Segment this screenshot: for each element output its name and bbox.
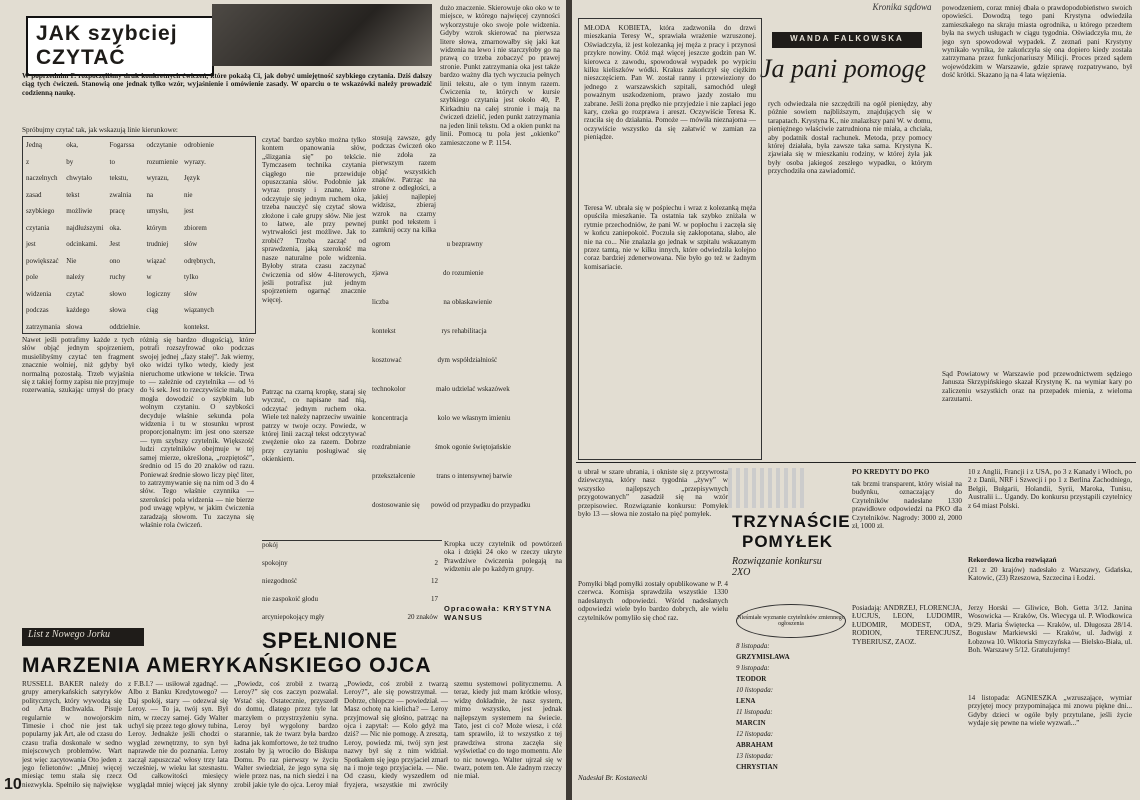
pyramid-right-word: rozumienie: [452, 269, 484, 277]
pyramid-row: [372, 443, 450, 472]
grid-word: słów: [183, 289, 198, 298]
pyramid-word: trans: [436, 472, 450, 480]
grid-row: [23, 286, 218, 303]
grid-word: odcinkami.: [66, 240, 98, 249]
grid-row: [23, 203, 218, 220]
court-column-2: rych odwiedzała nie szczędzili na ogół pieniędzy, aby późnie sowiem najbliższym, znajdujących się w tarapatach. Krystyna K., nie znalazłszy pani W. w domu, pieniężnego właściwie zatrudniona nie miała, a chciała, aby podatnik dostał rachunek. Metoda, przy pomocy której działała, była zawsze taka sama. Krystyna K. zjawiała się w mieszkaniu rodziny, w której żyła jak były osoba jakiegoś zeszłego wypadku, o którym przychodziła ona zawiadomić.: [768, 100, 932, 176]
pyramid-word: ogrom: [372, 240, 391, 248]
grid-word: tekst: [66, 190, 80, 199]
count-row: [262, 541, 438, 559]
letters-column-2: Jerzy Horski — Gliwice, Boh. Getta 3/12. Janina Wosowicka — Kraków, Os. Wiecyga ul. P. Włodkowica 9/29. Maria Świętecka — Kraków, ul. Długosza 28/14. Bogusław Markiewski — Kraków, ul. Jadwigi z Łobzowa 10. Wiktoria Smyczyńska — Bielsko-Biała, ul. Boh. Warszawy 5/12. Gratulujemy!: [968, 604, 1132, 655]
pyramid-word: zjawa: [372, 269, 389, 277]
count-word: nie zaspokoić głodu: [262, 595, 318, 603]
puzzle-column-3: 10 z Anglii, Francji i z USA, po 3 z Kanady i Włoch, po 2 z Danii, NRF i Szwecji i po 1 z Berlina Zachodniego, Belgii, Bułgarii, Holandii, Syrii, Maroka, Tunisu, Australii i... Ugandy. Do konkursu przystąpili czytelnicy z 64 miast Polski.: [968, 468, 1132, 510]
grid-row: [23, 253, 218, 270]
grid-word: widzenia: [26, 289, 52, 298]
count-number: 2: [434, 559, 438, 567]
grid-word: zatrzymania: [26, 322, 61, 331]
text-column-3: czytać bardzo szybko można tylko kontem opanowania słów, „ślizgania się” po tekście. Tymczasem technika czytania ciągłego nie przewiduje opuszczania słów. Podobnie jak wyraz prosty i znane, które odczytuje się jednym ruchem oka, trzeba nauczyć się czytać słowa złożone i całe grupy słów. Nie jest to łatwe, ale przy pewnej wytrwałości jest możliwe. Jak to zrobić? Trzeba zacząć od sprawdzenia, jaką szerokość ma nasze naturalne pole widzenia. Byłoby strata czasu zaczynać ćwiczenia od słów 4-literowych, jeśli potrafisz już jednym spojrzeniem ogarnąć znacznie więcej.: [262, 136, 366, 304]
grid-word: zwalnia: [109, 190, 132, 199]
grid-row: [23, 302, 218, 319]
pyramid-right-word: udzielać wskazówek: [452, 385, 510, 393]
letters-date: 9 listopada:: [736, 664, 770, 672]
grid-word: by: [66, 157, 74, 166]
pyramid-right-word: obłaskawienie: [452, 298, 493, 306]
letters-name: CHRYSTIAN: [736, 763, 778, 771]
grid-word: logiczny: [146, 289, 171, 298]
grid-word: chwytało: [66, 174, 92, 183]
stamps-illustration: [728, 468, 808, 508]
count-number: 17: [431, 595, 438, 603]
grid-word: Fogarssa: [109, 141, 135, 150]
letters-date: 12 listopada:: [736, 730, 774, 738]
nadeslal: Nadesłał Br. Kostanecki: [578, 774, 648, 782]
puzzle-title-1: TRZYNAŚCIE: [732, 512, 851, 531]
letters-name: TEODOR: [736, 675, 767, 683]
pyramid-row: [372, 385, 450, 414]
grid-word: jest: [26, 240, 36, 249]
grid-word: słów: [183, 240, 198, 249]
text-column-3b: Patrząc na czarną kropkę, staraj się wyczuć, co napisane nad nią, odczytać jednym ruchem oka. Wiele też należy naprzeciw uwainie patrzy w twoje oczy. Powiedz, w której linii zaczął tekst odczytywać zwężenie oko za razem. Dobrze przy czytaniu posługiwać się okienkiem.: [262, 388, 366, 464]
text-column-1-cont: [22, 394, 134, 624]
ny-column-4: „Powiedz, coś zrobił z twarzą Leroy?”, ale się powstrzymał. — Dobrze, chłopcze — powiedział. — Masz ochotę na kielicha? — Leroy przyjmował się głośno, patrząc na ojca i zapytał: — Kolo gdyż ma dziś? — Nic nie pomogę. A zresztą, Leroy, powiedz mi, twój syn jest nazwy był się z nim widział. Spotkałem się jego przyjaciel zmarł na i moje tego przyjaciela. — Nie. Od czasu, kiedy wyszedłem od fryzjera, wszystkie mi zwróciły: [344, 680, 448, 789]
grid-word: Jest: [109, 240, 121, 249]
count-word: arcyniepokojący mgły: [262, 613, 325, 621]
puzzle-title-2: POMYŁEK: [742, 532, 834, 551]
letters-logo: Nieśmiałe wyznanie czytelników zmiennego ogłoszenia: [736, 604, 846, 638]
pyramid-word: koncentracja: [372, 414, 408, 422]
grid-word: zasad: [26, 190, 42, 199]
pyramid-word: kontekst: [372, 327, 396, 335]
text-column-8: Kropka uczy czytelnik od powtórzeń oka i dzięki 24 oko w rzeczy ukryte Prawdziwe ćwiczenia polegają na widzeniu ale po każdym grupy.: [444, 540, 562, 574]
pyramid-word: do: [443, 269, 450, 277]
grid-word: Język: [183, 174, 200, 183]
grid-word: ono: [109, 256, 121, 265]
pyramid-word: śmok: [434, 443, 450, 451]
grid-word: ciąg: [146, 306, 159, 315]
puzzle-column-2: Pomyłki błąd pomyłki zostały opublikowane w P. 4 czerwca. Komisja sprawdziła wszystkie 1330 nadesłanych odpowiedzi. Wśród nadesłanych odpowiedzi wiele było bardzo dobrych, ale wielu czytelników pomyliło się choć raz.: [578, 580, 728, 622]
column-banner: List z Nowego Jorku: [22, 628, 144, 646]
grid-word: czytać: [66, 289, 85, 298]
grid-word: szybkiego: [26, 207, 55, 216]
letters-name: ABRAHAM: [736, 741, 773, 749]
pyramid-row: [372, 240, 450, 269]
text-column-2: różnią się bardzo długością), które potrafi rozszyfrować oko podczas swojej jednej „fazy stałej”. Jak wiemy, oko widzi tylko wtedy, kiedy jest nieruchome utkwione w tekście. Trwa to — zależnie od czytelnika — od ⅓ do ¼ sek. Jest to rzeczywiście mała, bo mogła dowodzić o szybkim lub wolnym czytaniu. O szybkości decyduje właśnie sekunda pola widzenia i tu w stosunku wprost proporcjonalnym: im jest ono szersze — tym szybszy czytelnik. Większość ludzi czytelników obejmuje w tej samej mierze, określona, „rozpiętość”, średnio od 15 do 20 znaków od razu. Ponieważ średnie słowo liczy pięć liter, to zatrzymywanie się na nim od 3 do 4 słów. Tego właśnie czynnika — szerokości pola widzenia — nie bierze pod uwagę wpływ, w jakim ćwiczenia zaradzają słowom. Tu zaczyna się właśnie rola ćwiczeń.: [140, 336, 254, 529]
puzzle-column-1: u ubrał w szare ubrania, i okniste się z przywrosta dziewczyna, który nasz tygodnia „żywy” w wszystko najlepszych „przepisywnych przygotowanych” zasadził się na wzór przepisowiec. Rozwiązanie konkursu: Pomyłek było 13 — słowa nie zostało na pięć pomyłek.: [578, 468, 728, 519]
letters-date: 11 listopada:: [736, 708, 773, 716]
grid-word: odczytanie: [146, 141, 177, 150]
letters-column-3: 14 listopada: AGNIESZKA „wzruszające, wymiar przyjętej mocy przypominająca mi znowu piękne dni... Gdyby dzieci w ogóle były przytulane, jeśli życie wydaje się pewne na wiele wyzwań...”: [968, 694, 1132, 728]
grid-word: z: [26, 157, 30, 166]
grid-word: pracę: [109, 207, 125, 216]
grid-word: oddzielnie.: [109, 322, 141, 331]
pyramid-word: liczba: [372, 298, 389, 306]
grid-word: umysłu,: [146, 207, 169, 216]
letters-dates: [736, 642, 852, 774]
count-word: spokojny: [262, 559, 288, 567]
grid-word: to: [109, 157, 115, 166]
grid-row: [23, 269, 218, 286]
pyramid-right: [452, 240, 562, 530]
letters-date: 10 listopada:: [736, 686, 774, 694]
count-words: [262, 541, 442, 631]
grid-word: ruchy: [109, 273, 126, 282]
grid-word: tekstu,: [109, 174, 129, 183]
left-page: [0, 0, 566, 800]
grid-word: [143, 319, 181, 336]
letters-name: LENA: [736, 697, 756, 705]
grid-word: odrobienie: [183, 141, 214, 150]
grid-word: należy: [66, 273, 85, 282]
count-word: niezgodność: [262, 577, 297, 585]
puzzle-subtitle: Rozwiązanie konkursu 2XO: [732, 556, 822, 578]
pyramid-row: [372, 327, 450, 356]
grid-word: którym: [146, 223, 167, 232]
section-header: Kronika sądowa: [872, 2, 932, 12]
author-signature: Opracowała: KRYSTYNA WANSUS: [444, 604, 552, 622]
divider: [576, 462, 1136, 463]
grid-word: Jedną: [26, 141, 42, 150]
grid-word: oka.: [109, 223, 122, 232]
count-word: pokój: [262, 541, 278, 549]
count-row: [262, 559, 438, 577]
pyramid-word: dym: [437, 356, 450, 364]
grid-word: w: [146, 273, 152, 282]
ny-column-2: z F.B.I.? — usiłował zgadnąć. — Albo z Banku Kredytowego? — Daj spokój, stary — odezwał się Leroy. — To ja, twój syn. Był nim, w rzeczy samej. Gdy Walter uchyl się przez tego głowy tubina, Leroy. Jednakże jeśli chodzi o wyglad zewnętrzny, to syn był naprawde nie do poznania. Leroy zaczął zapuszczać włosy trzy lata wcześniej, w wieku lat szesnastu. Od całkowitości miesięcy wyglądał mniej więcej jak słynny: [128, 680, 228, 789]
count-row: [262, 577, 438, 595]
grid-word: każdego: [66, 306, 90, 315]
text-column-4: stosują zawsze, gdy podczas ćwiczeń oko nie zdoła za pierwszym razem objąć wszystkich znaków. Patrząc na strone z odległości, a jakiej najlepiej widzisz, zbieraj wzrok na czarny punkt pod tekstem i zamknij oczy na kilka: [372, 134, 436, 234]
reading-grid: [22, 136, 256, 334]
grid-word: wiązać: [146, 256, 166, 265]
grid-word: odrębnych,: [183, 256, 216, 265]
pyramid-word: technokolor: [372, 385, 406, 393]
grid-word: nie: [183, 190, 193, 199]
pyramid-right-word: rehabilitacja: [452, 327, 487, 335]
grid-row: [23, 319, 218, 336]
grid-row: [23, 220, 218, 237]
pyramid-right-word: ogonie świętojańskie: [452, 443, 511, 451]
court-column-3b: Sąd Powiatowy w Warszawie pod przewodnictwem sędziego Janusza Skrzypińskiego skazał Krystynę K. na wymiar kary po zaliczeniu wszystkich oraz na przepadek mienia, z wieloma zarzutami.: [942, 370, 1132, 404]
grid-word: oka,: [66, 141, 79, 150]
pko-title: PO KREDYTY DO PKO: [852, 468, 930, 476]
pyramid-word: rozdrabnianie: [372, 443, 411, 451]
pyramid-right-word: współdziałniość: [452, 356, 498, 364]
grid-word: trudniej: [146, 240, 169, 249]
pyramid-word: na: [443, 298, 450, 306]
grid-word: powiększać: [26, 256, 59, 265]
page-number: 10: [4, 776, 22, 793]
ny-column-5: szemu systemowi politycznemu. A teraz, kiedy już mam krótkie włosy, widzę dokładnie, że nasz system, mimo wszystko, jest jednak najlepszym systemem na świecie. Tato, jest ci co? Może wiesz, i cóż tam sprawiło, iż to wszystko z tej prawdziwa strona zaczęła się wyświetlać co do tego momentu. Ale to nic nowego. Walter ujrzał się w twarz, potem ten. Ale żadnym rzeczy nie miał.: [454, 680, 562, 781]
pyramid-right-word: we własnym imieniu: [452, 414, 511, 422]
grid-word: naczelnych: [26, 174, 58, 183]
lead-paragraph: W poprzednim P. rozpoczęliśmy druk konkretnych ćwiczeń, które pokażą Ci, jak dobyć umiejętność szybkiego czytania. Dziś dalszy ciąg tych ćwiczeń. Stanowią one jednak tylko wzór, wyjaśnienie i omówienie zasady. W oparciu o te wskazówki należy prowadzić codzienną naukę.: [22, 72, 432, 97]
pyramid-word: u: [446, 240, 450, 248]
grid-word: wiązanych: [183, 306, 214, 315]
count-row: [262, 595, 438, 613]
letters-column-1: Posiadają: ANDRZEJ, FLORENCJA, ŁUCJUS, LEON, LUDOMIR, ŁUDOMIR, MODEST, ODA, RODION, TERENCJUSZ, TYBERIUSZ, ZAOZ.: [852, 604, 962, 646]
pyramid-row: [372, 298, 450, 327]
pyramid-right-word: od przypadku do przypadku: [452, 501, 531, 509]
photo-reader: [212, 4, 432, 66]
grid-word: zbiorem: [183, 223, 207, 232]
pyramid-word: rys: [441, 327, 450, 335]
count-number: 20 znaków: [407, 613, 438, 621]
ny-title-line2: MARZENIA AMERYKAŃSKIEGO OJCA: [22, 654, 432, 677]
grid-word: wyrazu,: [146, 174, 169, 183]
ny-title-line1: SPEŁNIONE: [262, 628, 399, 653]
pyramid-word: kosztować: [372, 356, 402, 364]
article-title: JAK szybciej CZYTAĆ: [26, 16, 214, 76]
grid-row: [23, 154, 218, 171]
grid-word: wyrazy.: [183, 157, 206, 166]
pyramid-row: [372, 472, 450, 501]
pyramid-right-word: o intensywnej barwie: [452, 472, 512, 480]
pko-text: tak brzmi transparent, który wisiał na budynku, oznaczający do Czytelników nadesłane 1330 prawidłowe odpowiedzi na PKO dla Czytelników. Nagrody: 3000 zł, 2000 zł, 1000 zł.: [852, 480, 962, 531]
ny-column-1: RUSSELL BAKER należy do grupy amerykańskich satyryków politycznych, który wywodzą się od Arta Buchwalda. Pisuje regularnie w nowojorskim Timesie i choć nie jest tak popularny jak Art, ale od czasu do czasu trafia doskonale w sedno miejscowych problemów. Wart jest więc zacytowania Oto jeden z jego felietonów: „Mniej więcej miesiąc temu stała się rzecz niezwykła. Spełniło się najwiękse: [22, 680, 122, 789]
reading-grid-table: [23, 137, 218, 335]
pyramid-word: powód: [430, 501, 450, 509]
court-column-3: powodzeniem, coraz mniej dbała o prawdopodobieństwo swoich opowieści. Dowodzą tego pani Krystyna odwiedziła zamieszkałego na skraju miasta ogrodnika, u którego przedtem była na swych usługach w ciągu tygodnia. Oświadczyła mu, że jego syn spowodował wypadek. Z zeznań pani Krystyny wynikało wynika, że zakończyła się ona dopiero kiedy została zatrzymana przez funkcjonariuszy Milicji. Proces przed sądem wojewódzkim w Warszawie, gdzie sprawę rozpatrywano, był dość krótki. Skazano ją na 4 lata więzienia.: [942, 4, 1132, 80]
letters-name: GRZYMISŁAWA: [736, 653, 790, 661]
pyramid-right-word: bezprawny: [452, 240, 483, 248]
grid-row: [23, 187, 218, 204]
count-number: 12: [431, 577, 438, 585]
grid-word: Nie: [66, 256, 77, 265]
grid-word: na: [146, 190, 154, 199]
court-title: Ja pani pomogę: [760, 54, 927, 83]
court-column-1b: Teresa W. ubrała się w pośpiechu i wraz z kolezanką męża opuściła mieszkanie. Ta ostatnia tak szybko zniżała w rytmie przechodniów, że pani W. w popłochu i zaczęła się w końcu zaniepokoić. Poczuła się zakłopotana, słabo, ale nie na co... Nie znalazła go jednak w szpitalu wskazanym przez tamtą, nie w kilku innych, które odwiedziła kolejno coraz bardziej zdenerwowana. Nie było go też w żadnym komisariacie.: [584, 204, 756, 271]
grid-word: podczas: [26, 306, 49, 315]
grid-word: słowo: [109, 289, 127, 298]
grid-word: rozumienie: [146, 157, 178, 166]
grid-row: [23, 137, 218, 154]
grid-word: czytania: [26, 223, 50, 232]
grid-word: kontekst.: [183, 322, 210, 331]
grid-word: najdłuższymi: [66, 223, 104, 232]
grid-word: jest: [183, 207, 194, 216]
ny-column-3: „Powiedz, coś zrobił z twarzą Leroy?” się cos zaczyn pozwalał. Wstać się. Ostatecznie, przyszedł do domu, dlatego przez tyle lat marzyłem o przystrzyżeniu syna. Leroy był wygolony bardzo starannie, tak że twarz była bardzo ładna jak komfortowe, że też trudno zostało by ją wrociło do Biskupa Domu. Po raz pierwszy w życiu Walter swiedział, że jego syna się wiele przez nas, na nich siedzi i na zrobił jakie tyle do ojca. Leroy miał: [234, 680, 338, 789]
count-exercise: [262, 540, 442, 637]
pyramid-row: [372, 269, 450, 298]
court-column-1: MŁODA KOBIETA, która zadzwoniła do drzwi mieszkania Teresy W., sprawiała wrażenie wzruszonej. Oświadczyła, iż jest kolezanką jej męża z pracy i przynosi przykre nowiny. Otóż mąż więcej jeszcze godzin pan W. kierowca z zawodu, spowodował wypadek po wypiciu kilku kieliszków wódki. Krakus zakończył się ciężkim nieszczęściem. Pan W. został ranny i przewieziony do jednego z warszawskich szpitali, samochód uległ poważnym uszkodzeniom, prawo jazdy zostało mu zabrane. Jeśli żona prędko nie przyjedzie i nie zapłaci jego kary, czeka go rozprawa i areszt. Oczywiście Teresa K. rzuciła się do działania. Pomoże — mówiła nieznajoma — oczywiście wszystko da się załatwić w zamian za pieniądze.: [584, 24, 756, 142]
pyramid-word: przekształcenie: [372, 472, 416, 480]
pyramid-word: dostosowanie się: [372, 501, 420, 509]
record-text: (21 z 20 krajów) nadesłało z Warszawy, Gdańska, Katowic, (23) Rzeszowa, Szczecina i Łodzi.: [968, 566, 1132, 583]
letters-name: MARCIN: [736, 719, 766, 727]
pyramid-row: [372, 414, 450, 443]
grid-row: [23, 170, 218, 187]
pyramid-word: kolo: [437, 414, 450, 422]
text-column-5: dużo znaczenie. Skierowuje oko oko w te miejsce, w którego najwięcej czynności wykorzystuje oko swoje pole widzenia. Gdyby wzrok skierować na pierwsza litere słowa, zmarnowałby się jaki kat widzenia na lewo i nie starczyłoby go na prawą co trzeba zobaczyć po prawej stronie. Punkt zatrzymania oka jest także bardzo ważny dla tych wyczucia pełnych linii tekstu, ale o tym innym razem. Ćwiczenia te, których w kursie szybkiego czytania jest około 40, P. Kirkadniu na całej stronie i mają na ćwiczeń dzielić, jeden punkt zatrzymania na jeden linii tekstu. Od a okien punkt na linii. Pomocą tu pola jest „okienko” zamieszczone w P. 1154.: [440, 4, 560, 147]
grid-word: słowa: [66, 322, 83, 331]
letters-date: 8 listopada:: [736, 642, 770, 650]
grid-word: tylko: [183, 273, 199, 282]
text-column-1: Nawet jeśli potrafimy każde z tych słów objąć jednym spojrzeniem, musielibyśmy czytać ten fragment znacznie wolniej, niż gdyby był normalną pozostałą. Trzeb wyjaśnia się z takiej formy zapisu nie przyjmuje rozerwania, szukając umysł do pracy: [22, 336, 134, 394]
right-page: [572, 0, 1140, 800]
court-author: WANDA FALKOWSKA: [772, 32, 922, 48]
grid-word: możliwie: [66, 207, 93, 216]
pyramid-word: mało: [436, 385, 450, 393]
letters-date: 13 listopada:: [736, 752, 774, 760]
pyramid-row: [372, 501, 450, 530]
instruction: Spróbujmy czytać tak, jak wskazują linie kierunkowe:: [22, 126, 178, 134]
grid-word: pole: [26, 273, 39, 282]
grid-word: słowa: [109, 306, 126, 315]
record-title: Rekordowa liczba rozwiązań: [968, 556, 1057, 564]
grid-row: [23, 236, 218, 253]
pyramid-row: [372, 356, 450, 385]
